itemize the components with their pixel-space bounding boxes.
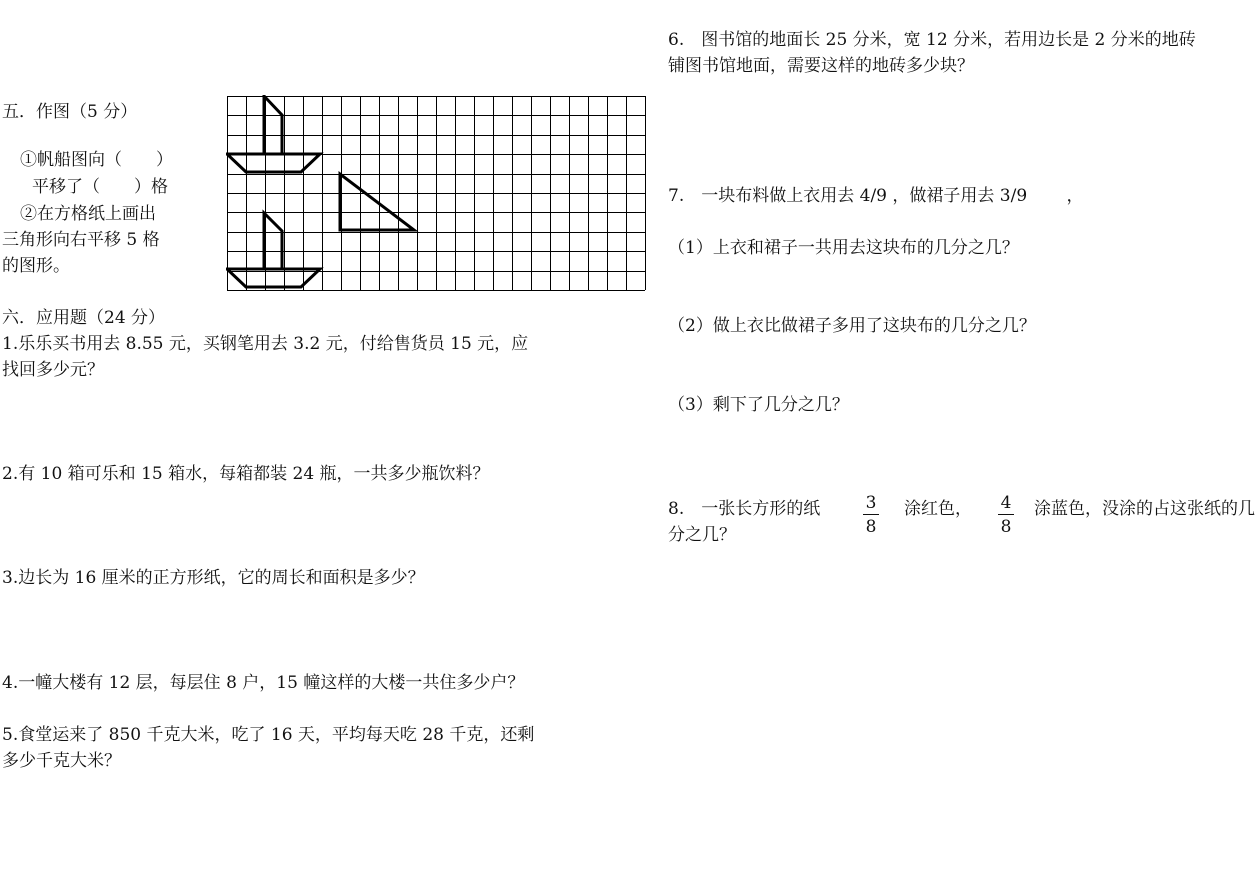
question-6-line2: 铺图书馆地面，需要这样的地砖多少块？ [668,56,974,76]
section5-item2-line2: 三角形向右平移 5 格 [2,230,160,250]
grid-lines [227,96,646,291]
question-8-line2: 分之几？ [668,525,736,545]
question-2: 2.有 10 箱可乐和 15 箱水，每箱都装 24 瓶，一共多少瓶饮料？ [2,464,490,484]
question-1-line1: 1.乐乐买书用去 8.55 元，买钢笔用去 3.2 元，付给售货员 15 元，应 [2,334,529,354]
sailboat-lower-sail [264,213,282,269]
question-4: 4.一幢大楼有 12 层，每层住 8 户，15 幢这样的大楼一共住多少户？ [2,673,525,693]
question-8-mid: 涂红色， [904,499,972,519]
section5-item2-line1: ②在方格纸上画出 [20,204,156,224]
fraction-three-eighths [863,493,879,537]
grid-figure [226,95,646,291]
sailboat-upper-sail [264,96,282,154]
question-7-sub2: （2）做上衣比做裙子多用了这块布的几分之几？ [668,316,1036,336]
triangle [340,174,414,230]
question-8-suffix: 涂蓝色，没涂的占这张纸的几 [1034,499,1255,519]
section5-heading: 五．作图（5 分） [2,102,138,122]
question-1-line2: 找回多少元？ [2,360,104,380]
question-5-line1: 5.食堂运来了 850 千克大米，吃了 16 天，平均每天吃 28 千克，还剩 [2,725,535,745]
fraction-2-numerator: 4 [998,493,1014,515]
section5-item2-line3: 的图形。 [2,256,70,276]
section5-item1-line1: ①帆船图向（ ） [20,150,173,170]
fraction-1-denominator: 8 [865,517,877,537]
sailboat-upper [227,96,320,172]
question-5-line2: 多少千克大米？ [2,751,121,771]
section6-heading: 六．应用题（24 分） [2,308,166,328]
question-7-lead: 7. 一块布料做上衣用去 4/9 ，做裙子用去 3/9 ， [668,186,1084,206]
question-8-prefix: 8. 一张长方形的纸 [668,499,821,519]
sailboat-lower [227,213,320,287]
question-3: 3.边长为 16 厘米的正方形纸，它的周长和面积是多少？ [2,568,425,588]
sailboat-upper-hull [227,154,320,172]
fraction-four-eighths [998,493,1014,537]
fraction-1-numerator: 3 [863,493,879,515]
question-6-line1: 6. 图书馆的地面长 25 分米，宽 12 分米，若用边长是 2 分米的地砖 [668,30,1196,50]
fraction-2-denominator: 8 [1000,517,1012,537]
section5-item1-line2: 平移了（ ）格 [32,177,168,197]
question-7-sub3: （3）剩下了几分之几？ [668,395,849,415]
question-7-sub1: （1）上衣和裙子一共用去这块布的几分之几？ [668,238,1019,258]
